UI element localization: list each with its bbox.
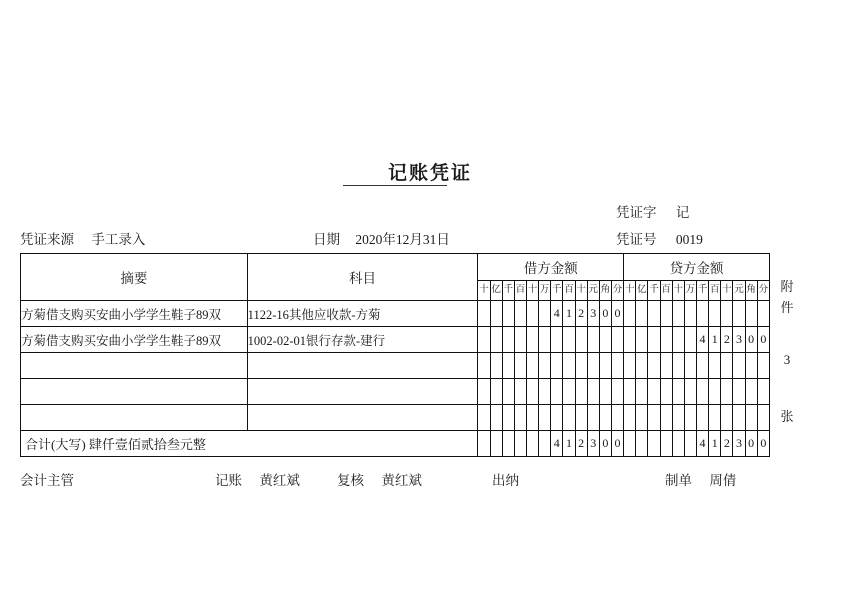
col-header-debit-amount: 借方金额 xyxy=(478,254,624,281)
voucher-source-field xyxy=(20,228,145,248)
total-debit-digit: 4 xyxy=(551,431,563,457)
row-debit-digit[interactable] xyxy=(502,405,514,431)
row-account[interactable] xyxy=(247,405,478,431)
row-debit-digit[interactable] xyxy=(478,405,490,431)
row-summary[interactable] xyxy=(21,353,248,379)
voucher-date-value: 2020年12月31日 xyxy=(355,232,450,247)
row-debit-digit[interactable] xyxy=(490,405,502,431)
voucher-number-value: 0019 xyxy=(675,232,703,247)
debit-digit-header: 千 xyxy=(502,281,514,301)
row-debit-digit[interactable] xyxy=(611,379,623,405)
cashier-label: 出纳 xyxy=(492,473,519,488)
row-debit-digit[interactable] xyxy=(599,379,611,405)
credit-digit-header: 百 xyxy=(660,281,672,301)
row-credit-digit[interactable] xyxy=(648,379,660,405)
voucher-date-field xyxy=(313,228,450,248)
row-debit-digit[interactable] xyxy=(611,405,623,431)
debit-digit-header: 十 xyxy=(526,281,538,301)
title-underline xyxy=(343,185,447,186)
bookkeeper-label: 记账 xyxy=(215,473,242,488)
row-account[interactable]: 1122-16其他应收款-方菊 xyxy=(247,301,478,327)
row-credit-digit[interactable] xyxy=(733,301,745,327)
attachment-note-line-1: 附 xyxy=(780,279,794,294)
row-debit-digit[interactable] xyxy=(502,327,514,353)
row-credit-digit[interactable] xyxy=(624,301,636,327)
maker-value: 周倩 xyxy=(709,473,737,488)
row-debit-digit[interactable] xyxy=(526,327,538,353)
row-credit-digit[interactable] xyxy=(733,379,745,405)
row-credit-digit[interactable] xyxy=(660,379,672,405)
total-credit-digit: 2 xyxy=(721,431,733,457)
row-summary[interactable]: 方菊借支购买安曲小学学生鞋子89双 xyxy=(21,301,248,327)
total-credit-digit xyxy=(648,431,660,457)
table-row[interactable] xyxy=(21,379,770,405)
row-credit-digit[interactable] xyxy=(696,405,708,431)
row-debit-digit[interactable] xyxy=(478,327,490,353)
row-debit-digit[interactable] xyxy=(563,327,575,353)
credit-digit-header: 万 xyxy=(684,281,696,301)
credit-digit-header: 十 xyxy=(672,281,684,301)
row-debit-digit[interactable] xyxy=(599,353,611,379)
debit-digit-header: 百 xyxy=(514,281,526,301)
row-credit-digit[interactable] xyxy=(624,353,636,379)
row-credit-digit[interactable] xyxy=(745,353,757,379)
row-credit-digit[interactable] xyxy=(660,301,672,327)
voucher-word-field xyxy=(616,201,689,221)
debit-digit-header: 元 xyxy=(587,281,599,301)
page-title: 记账凭证 xyxy=(387,163,472,184)
row-debit-digit[interactable] xyxy=(611,327,623,353)
row-credit-digit[interactable] xyxy=(696,353,708,379)
total-debit-digit xyxy=(490,431,502,457)
row-debit-digit[interactable] xyxy=(478,301,490,327)
col-header-account: 科目 xyxy=(247,254,478,301)
row-credit-digit[interactable]: 0 xyxy=(757,327,769,353)
row-credit-digit[interactable] xyxy=(648,327,660,353)
row-debit-digit[interactable] xyxy=(563,405,575,431)
total-debit-digit: 2 xyxy=(575,431,587,457)
row-debit-digit[interactable] xyxy=(551,353,563,379)
row-debit-digit[interactable] xyxy=(587,379,599,405)
row-debit-digit[interactable] xyxy=(575,379,587,405)
row-credit-digit[interactable] xyxy=(721,301,733,327)
total-credit-digit: 3 xyxy=(733,431,745,457)
row-credit-digit[interactable] xyxy=(733,353,745,379)
table-header-row-groups xyxy=(21,254,770,281)
row-credit-digit[interactable] xyxy=(624,379,636,405)
row-debit-digit[interactable] xyxy=(551,379,563,405)
row-debit-digit[interactable] xyxy=(539,405,551,431)
credit-digit-header: 十 xyxy=(624,281,636,301)
row-debit-digit[interactable] xyxy=(539,301,551,327)
row-debit-digit[interactable] xyxy=(539,379,551,405)
table-row[interactable] xyxy=(21,405,770,431)
row-credit-digit[interactable] xyxy=(709,353,721,379)
row-account[interactable] xyxy=(247,379,478,405)
row-credit-digit[interactable]: 0 xyxy=(745,327,757,353)
row-debit-digit[interactable] xyxy=(551,327,563,353)
row-credit-digit[interactable] xyxy=(672,379,684,405)
row-credit-digit[interactable] xyxy=(636,379,648,405)
row-credit-digit[interactable] xyxy=(672,301,684,327)
total-debit-digit: 1 xyxy=(563,431,575,457)
row-debit-digit[interactable] xyxy=(526,405,538,431)
col-header-summary: 摘要 xyxy=(21,254,248,301)
row-credit-digit[interactable] xyxy=(696,379,708,405)
credit-digit-header: 百 xyxy=(709,281,721,301)
row-debit-digit[interactable] xyxy=(526,353,538,379)
row-credit-digit[interactable] xyxy=(624,405,636,431)
row-credit-digit[interactable] xyxy=(672,327,684,353)
total-debit-digit xyxy=(478,431,490,457)
row-credit-digit[interactable] xyxy=(684,405,696,431)
row-credit-digit[interactable] xyxy=(757,301,769,327)
debit-digit-header: 十 xyxy=(478,281,490,301)
total-credit-digit: 1 xyxy=(709,431,721,457)
debit-digit-header: 万 xyxy=(539,281,551,301)
row-credit-digit[interactable] xyxy=(696,301,708,327)
credit-digit-header: 亿 xyxy=(636,281,648,301)
attachment-unit: 张 xyxy=(780,409,794,424)
row-credit-digit[interactable] xyxy=(672,405,684,431)
footer-maker xyxy=(665,469,736,489)
debit-digit-header: 亿 xyxy=(490,281,502,301)
total-debit-digit: 3 xyxy=(587,431,599,457)
row-credit-digit[interactable] xyxy=(660,327,672,353)
total-debit-digit xyxy=(514,431,526,457)
debit-digit-header: 千 xyxy=(551,281,563,301)
row-debit-digit[interactable] xyxy=(490,379,502,405)
row-credit-digit[interactable] xyxy=(733,405,745,431)
row-credit-digit[interactable] xyxy=(672,353,684,379)
row-debit-digit[interactable] xyxy=(490,327,502,353)
row-debit-digit[interactable] xyxy=(551,405,563,431)
total-credit-digit xyxy=(636,431,648,457)
voucher-source-label: 凭证来源 xyxy=(20,232,74,247)
reviewer-label: 复核 xyxy=(337,473,364,488)
row-debit-digit[interactable] xyxy=(502,379,514,405)
row-debit-digit[interactable] xyxy=(502,301,514,327)
row-credit-digit[interactable] xyxy=(684,301,696,327)
row-credit-digit[interactable] xyxy=(684,379,696,405)
row-debit-digit[interactable] xyxy=(478,379,490,405)
row-debit-digit[interactable]: 1 xyxy=(563,301,575,327)
row-debit-digit[interactable] xyxy=(599,405,611,431)
row-credit-digit[interactable] xyxy=(757,379,769,405)
debit-digit-header: 角 xyxy=(599,281,611,301)
row-debit-digit[interactable] xyxy=(502,353,514,379)
col-header-credit-amount: 贷方金额 xyxy=(624,254,770,281)
row-summary[interactable] xyxy=(21,405,248,431)
voucher-word-value: 记 xyxy=(675,205,690,220)
total-debit-digit: 0 xyxy=(599,431,611,457)
accounting-manager-label: 会计主管 xyxy=(20,473,74,488)
footer-cashier xyxy=(492,469,533,489)
row-account[interactable]: 1002-02-01银行存款-建行 xyxy=(247,327,478,353)
row-debit-digit[interactable] xyxy=(539,353,551,379)
maker-label: 制单 xyxy=(665,473,692,488)
credit-digit-header: 元 xyxy=(733,281,745,301)
total-amount-in-words: 合计(大写) 肆仟壹佰贰拾叁元整 xyxy=(21,431,478,457)
credit-digit-header: 千 xyxy=(648,281,660,301)
row-credit-digit[interactable] xyxy=(757,353,769,379)
row-debit-digit[interactable] xyxy=(514,301,526,327)
row-debit-digit[interactable] xyxy=(587,353,599,379)
row-debit-digit[interactable]: 4 xyxy=(551,301,563,327)
attachment-note-line-2: 件 xyxy=(780,300,794,315)
total-credit-digit xyxy=(672,431,684,457)
row-summary[interactable]: 方菊借支购买安曲小学学生鞋子89双 xyxy=(21,327,248,353)
row-debit-digit[interactable] xyxy=(490,353,502,379)
row-debit-digit[interactable] xyxy=(526,379,538,405)
row-debit-digit[interactable] xyxy=(611,353,623,379)
row-credit-digit[interactable] xyxy=(745,301,757,327)
bookkeeper-value: 黄红斌 xyxy=(259,473,300,488)
row-credit-digit[interactable] xyxy=(721,405,733,431)
row-credit-digit[interactable] xyxy=(684,327,696,353)
row-credit-digit[interactable] xyxy=(648,405,660,431)
row-credit-digit[interactable] xyxy=(721,353,733,379)
row-account[interactable] xyxy=(247,353,478,379)
row-credit-digit[interactable] xyxy=(648,301,660,327)
row-credit-digit[interactable] xyxy=(648,353,660,379)
credit-digit-header: 角 xyxy=(745,281,757,301)
attachment-count: 3 xyxy=(783,352,791,367)
voucher-word-label: 凭证字 xyxy=(616,205,657,220)
voucher-date-label: 日期 xyxy=(313,232,340,247)
row-credit-digit[interactable] xyxy=(757,405,769,431)
reviewer-value: 黄红斌 xyxy=(381,473,422,488)
footer-bookkeeper xyxy=(215,469,300,489)
total-credit-digit xyxy=(660,431,672,457)
voucher-number-label: 凭证号 xyxy=(616,232,657,247)
row-credit-digit[interactable]: 4 xyxy=(696,327,708,353)
row-debit-digit[interactable] xyxy=(575,405,587,431)
row-debit-digit[interactable] xyxy=(575,353,587,379)
row-credit-digit[interactable] xyxy=(745,379,757,405)
credit-digit-header: 分 xyxy=(757,281,769,301)
voucher-source-value: 手工录入 xyxy=(91,232,146,247)
total-credit-digit: 0 xyxy=(757,431,769,457)
credit-digit-header: 千 xyxy=(696,281,708,301)
row-summary[interactable] xyxy=(21,379,248,405)
total-credit-digit: 0 xyxy=(745,431,757,457)
total-credit-digit xyxy=(684,431,696,457)
total-debit-digit xyxy=(526,431,538,457)
row-debit-digit[interactable] xyxy=(514,327,526,353)
table-row[interactable] xyxy=(21,301,770,327)
debit-digit-header: 十 xyxy=(575,281,587,301)
row-debit-digit[interactable]: 0 xyxy=(611,301,623,327)
row-debit-digit[interactable] xyxy=(539,327,551,353)
total-debit-digit xyxy=(502,431,514,457)
total-debit-digit xyxy=(539,431,551,457)
debit-digit-header: 百 xyxy=(563,281,575,301)
row-debit-digit[interactable] xyxy=(490,301,502,327)
row-debit-digit[interactable] xyxy=(599,327,611,353)
row-debit-digit[interactable] xyxy=(526,301,538,327)
row-credit-digit[interactable] xyxy=(636,301,648,327)
row-debit-digit[interactable] xyxy=(587,327,599,353)
row-credit-digit[interactable] xyxy=(660,353,672,379)
footer-accounting-manager xyxy=(20,469,88,489)
row-credit-digit[interactable]: 1 xyxy=(709,327,721,353)
row-debit-digit[interactable]: 2 xyxy=(575,301,587,327)
row-credit-digit[interactable]: 2 xyxy=(721,327,733,353)
row-debit-digit[interactable] xyxy=(587,405,599,431)
total-credit-digit: 4 xyxy=(696,431,708,457)
credit-digit-header: 十 xyxy=(721,281,733,301)
row-credit-digit[interactable] xyxy=(721,379,733,405)
debit-digit-header: 分 xyxy=(611,281,623,301)
row-credit-digit[interactable] xyxy=(636,405,648,431)
row-credit-digit[interactable] xyxy=(684,353,696,379)
total-credit-digit xyxy=(624,431,636,457)
voucher-entries-table xyxy=(20,253,770,457)
row-credit-digit[interactable] xyxy=(636,353,648,379)
row-debit-digit[interactable]: 0 xyxy=(599,301,611,327)
voucher-number-field xyxy=(616,228,703,248)
footer-reviewer xyxy=(337,469,422,489)
row-credit-digit[interactable]: 3 xyxy=(733,327,745,353)
row-credit-digit[interactable] xyxy=(709,301,721,327)
row-debit-digit[interactable] xyxy=(563,379,575,405)
row-debit-digit[interactable] xyxy=(514,379,526,405)
row-debit-digit[interactable] xyxy=(514,353,526,379)
row-credit-digit[interactable] xyxy=(745,405,757,431)
row-debit-digit[interactable] xyxy=(478,353,490,379)
table-row[interactable] xyxy=(21,353,770,379)
table-row[interactable] xyxy=(21,327,770,353)
row-credit-digit[interactable] xyxy=(660,405,672,431)
row-debit-digit[interactable] xyxy=(575,327,587,353)
row-credit-digit[interactable] xyxy=(624,327,636,353)
total-debit-digit: 0 xyxy=(611,431,623,457)
row-debit-digit[interactable]: 3 xyxy=(587,301,599,327)
table-total-row xyxy=(21,431,770,457)
row-credit-digit[interactable] xyxy=(709,405,721,431)
row-credit-digit[interactable] xyxy=(709,379,721,405)
row-debit-digit[interactable] xyxy=(514,405,526,431)
row-debit-digit[interactable] xyxy=(563,353,575,379)
row-credit-digit[interactable] xyxy=(636,327,648,353)
